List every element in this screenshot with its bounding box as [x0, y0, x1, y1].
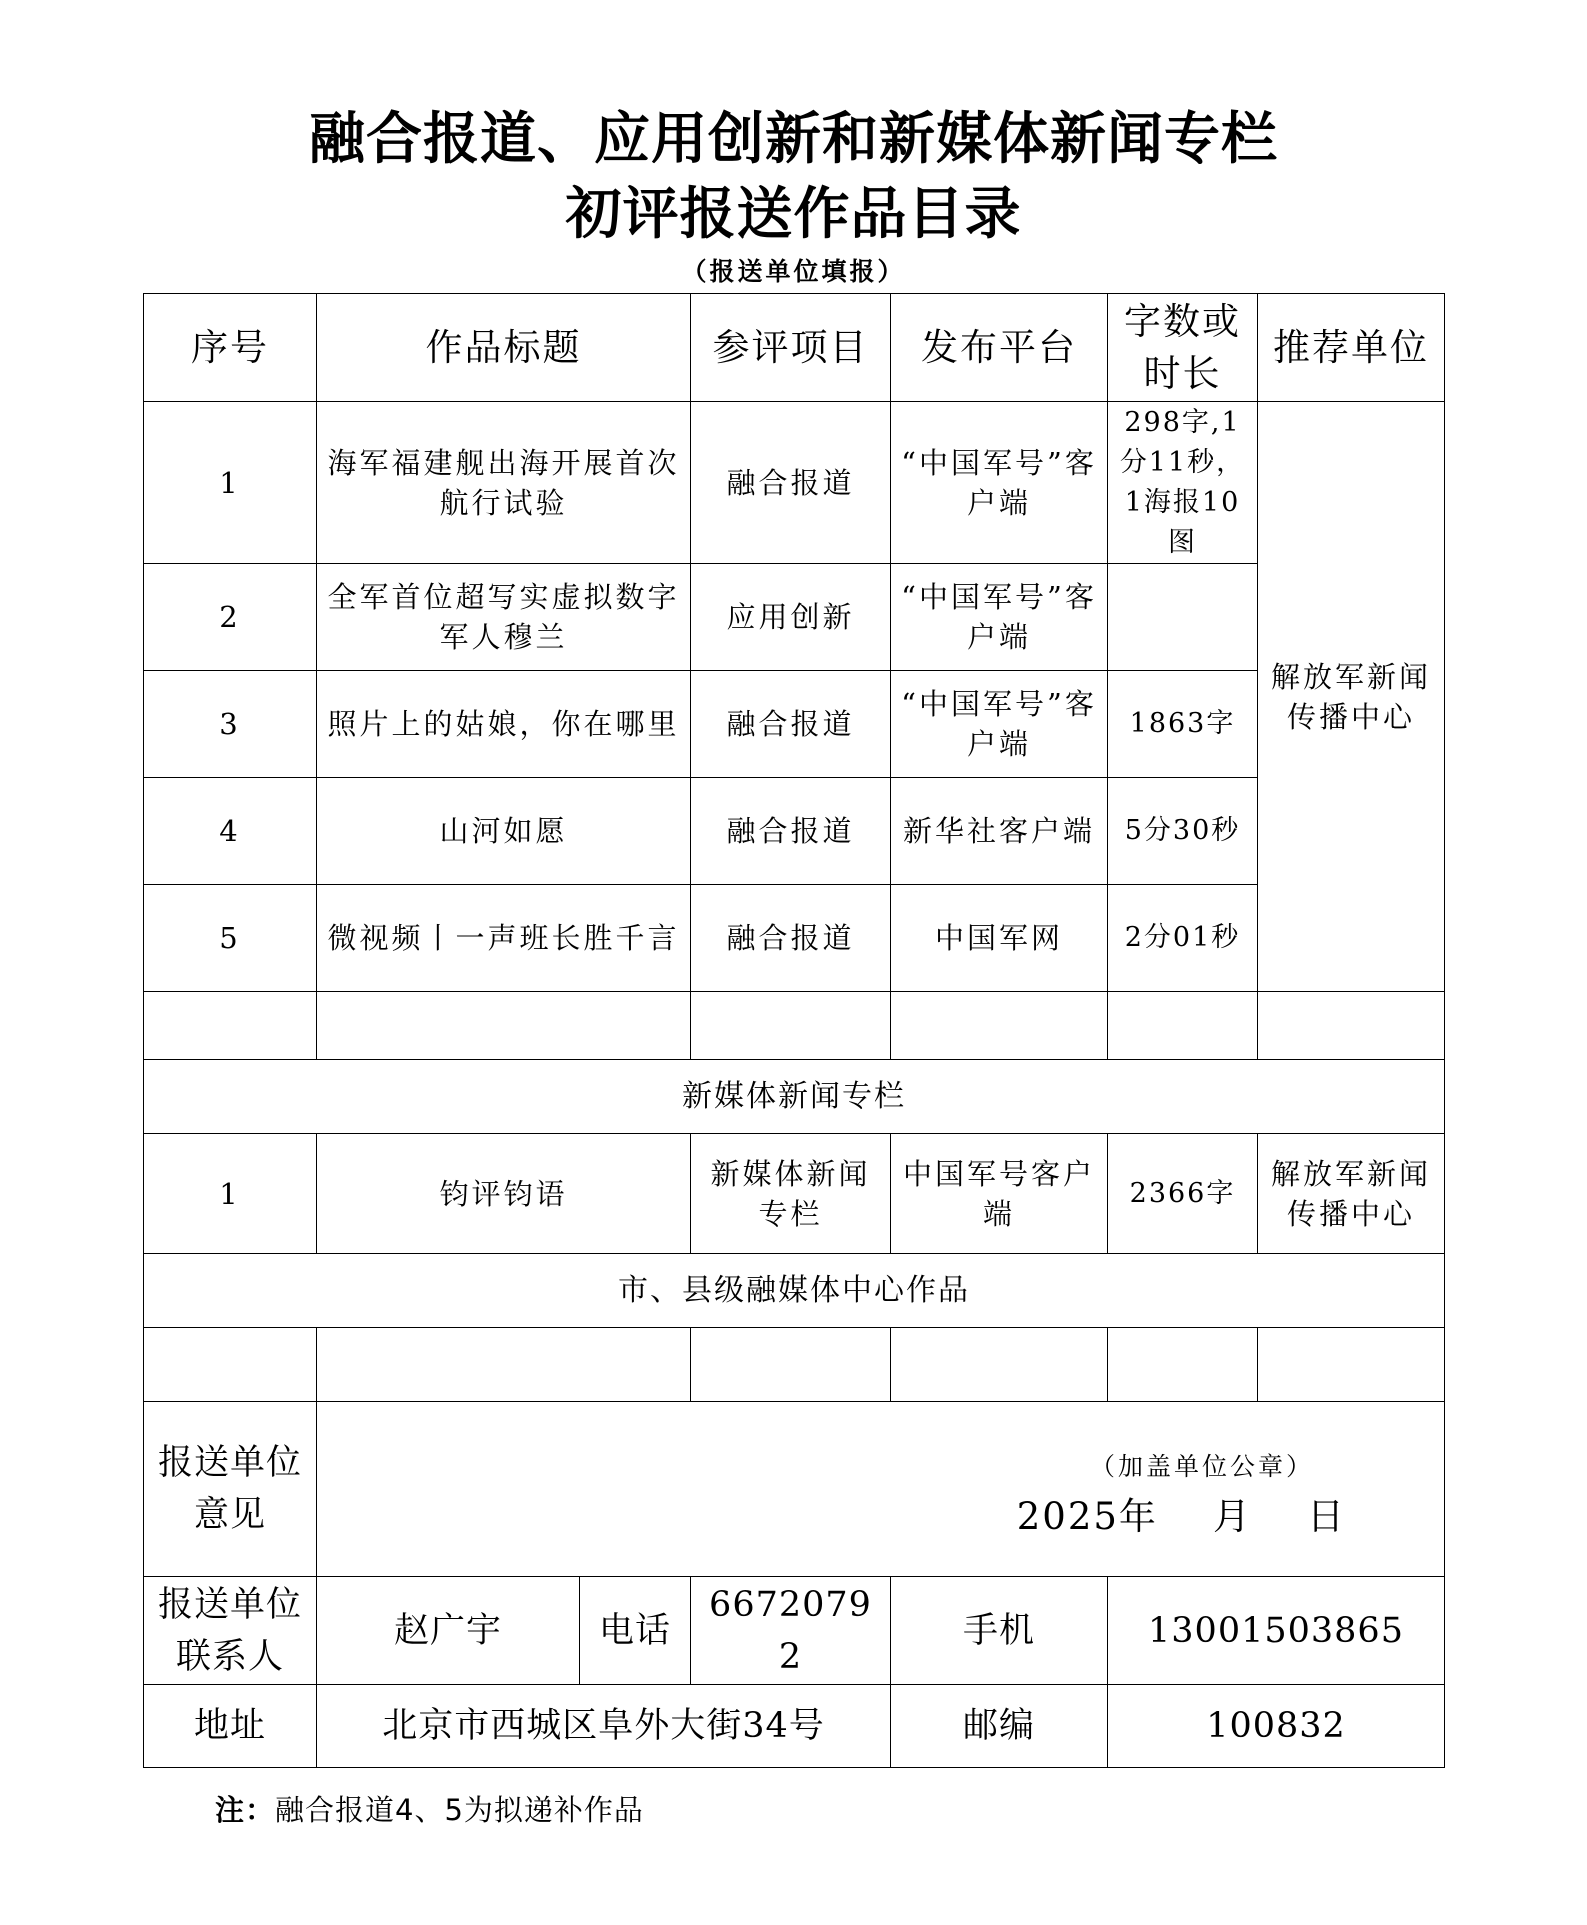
header-length: 字数或时长: [1108, 294, 1258, 402]
empty-cell: [144, 992, 317, 1060]
table-row: [144, 885, 1445, 992]
table-row: [144, 402, 1445, 564]
row-title: 海军福建舰出海开展首次航行试验: [317, 402, 691, 564]
table-row: [144, 671, 1445, 778]
row-category: 新媒体新闻专栏: [691, 1134, 891, 1254]
empty-row: [144, 992, 1445, 1060]
address-value: 北京市西城区阜外大街34号: [317, 1685, 891, 1768]
row-platform: “中国军号”客户端: [891, 564, 1108, 671]
header-work-title: 作品标题: [317, 294, 691, 402]
row-platform: 新华社客户端: [891, 778, 1108, 885]
row-length: 2366字: [1108, 1134, 1258, 1254]
document-subtitle: （报送单位填报）: [681, 257, 906, 286]
postcode-value: 100832: [1108, 1685, 1445, 1768]
seal-note: （加盖单位公章）: [1089, 1452, 1314, 1481]
row-category: 融合报道: [691, 671, 891, 778]
opinion-date: 2025年 月 日: [1016, 1495, 1346, 1538]
section-title-new-media: 新媒体新闻专栏: [144, 1060, 1445, 1134]
row-category: 融合报道: [691, 778, 891, 885]
empty-cell: [891, 1328, 1108, 1402]
empty-cell: [891, 992, 1108, 1060]
row-title: 照片上的姑娘，你在哪里: [317, 671, 691, 778]
row-length: 5分30秒: [1108, 778, 1258, 885]
row-platform: 中国军网: [891, 885, 1108, 992]
empty-cell: [1258, 992, 1445, 1060]
table-row: [144, 564, 1445, 671]
row-length: 1863字: [1108, 671, 1258, 778]
row-title: 微视频丨一声班长胜千言: [317, 885, 691, 992]
row-length: [1108, 564, 1258, 671]
empty-cell: [144, 1328, 317, 1402]
mobile-value: 13001503865: [1108, 1577, 1445, 1685]
row-length: 2分01秒: [1108, 885, 1258, 992]
empty-row: [144, 1328, 1445, 1402]
contact-name: 赵广宇: [317, 1577, 580, 1685]
empty-cell: [1108, 992, 1258, 1060]
works-table: [143, 293, 1445, 1768]
header-index: 序号: [144, 294, 317, 402]
row-index: 1: [144, 402, 317, 564]
contact-row: [144, 1577, 1445, 1685]
row-index: 2: [144, 564, 317, 671]
phone-label: 电话: [580, 1577, 691, 1685]
row-recommender: 解放军新闻传播中心: [1258, 1134, 1445, 1254]
address-label: 地址: [144, 1685, 317, 1768]
phone-value: 66720792: [691, 1577, 891, 1685]
opinion-label: 报送单位意见: [144, 1402, 317, 1577]
footnote: [215, 1788, 644, 1829]
row-title: 山河如愿: [317, 778, 691, 885]
row-platform: “中国军号”客户端: [891, 671, 1108, 778]
table-row: [144, 1134, 1445, 1254]
row-category: 融合报道: [691, 885, 891, 992]
row-platform: “中国军号”客户端: [891, 402, 1108, 564]
header-platform: 发布平台: [891, 294, 1108, 402]
row-length: 298字,1分11秒，1海报10图: [1108, 402, 1258, 564]
row-recommender: 解放军新闻传播中心: [1258, 402, 1445, 992]
row-category: 融合报道: [691, 402, 891, 564]
table-row: [144, 778, 1445, 885]
document-title-line1: 融合报道、应用创新和新媒体新闻专栏: [309, 107, 1278, 172]
empty-cell: [317, 1328, 691, 1402]
row-index: 1: [144, 1134, 317, 1254]
section-row-new-media: [144, 1060, 1445, 1134]
empty-cell: [1108, 1328, 1258, 1402]
section-title-county: 市、县级融媒体中心作品: [144, 1254, 1445, 1328]
header-row: [144, 294, 1445, 402]
opinion-row: [144, 1402, 1445, 1577]
header-category: 参评项目: [691, 294, 891, 402]
empty-cell: [317, 992, 691, 1060]
empty-cell: [691, 1328, 891, 1402]
empty-cell: [691, 992, 891, 1060]
row-index: 5: [144, 885, 317, 992]
footnote-text: 融合报道4、5为拟递补作品: [275, 1793, 644, 1827]
opinion-cell: [317, 1402, 1445, 1577]
contact-label: 报送单位联系人: [144, 1577, 317, 1685]
row-title: 钧评钧语: [317, 1134, 691, 1254]
postcode-label: 邮编: [891, 1685, 1108, 1768]
row-index: 3: [144, 671, 317, 778]
header-recommender: 推荐单位: [1258, 294, 1445, 402]
document-title-line2: 初评报送作品目录: [565, 182, 1022, 247]
footnote-prefix: 注：: [215, 1793, 276, 1827]
section-row-county: [144, 1254, 1445, 1328]
empty-cell: [1258, 1328, 1445, 1402]
row-title: 全军首位超写实虚拟数字军人穆兰: [317, 564, 691, 671]
mobile-label: 手机: [891, 1577, 1108, 1685]
row-index: 4: [144, 778, 317, 885]
address-row: [144, 1685, 1445, 1768]
row-category: 应用创新: [691, 564, 891, 671]
row-platform: 中国军号客户端: [891, 1134, 1108, 1254]
